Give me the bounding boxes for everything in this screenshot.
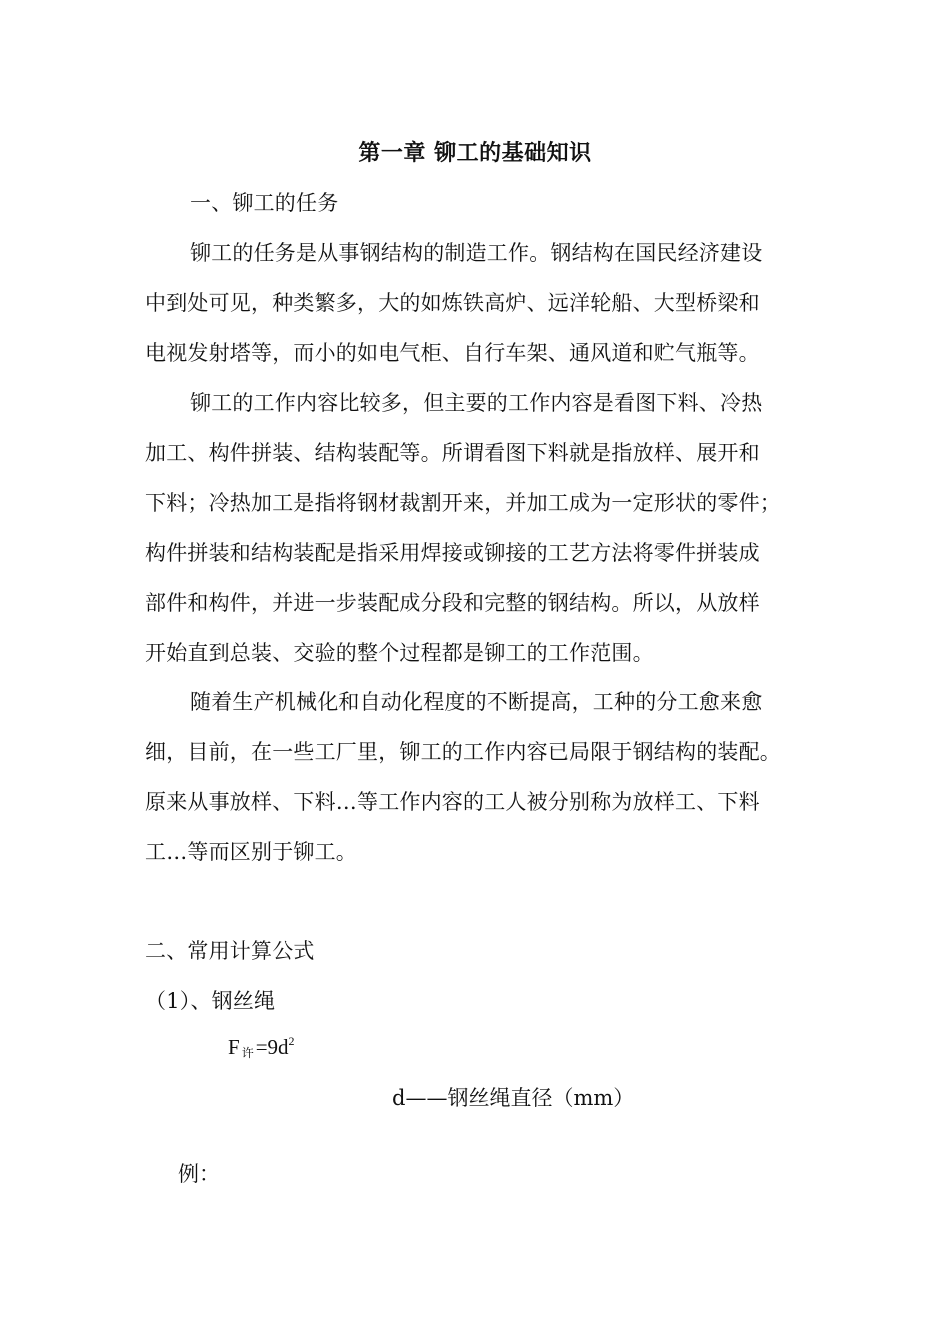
paragraph-line: 电视发射塔等，而小的如电气柜、自行车架、通风道和贮气瓶等。	[145, 341, 760, 365]
chapter-title: 第一章 铆工的基础知识	[358, 140, 592, 166]
formula-lhs: F	[228, 1035, 240, 1059]
section-heading: 一、铆工的任务	[190, 191, 339, 215]
paragraph-line: 细，目前，在一些工厂里，铆工的工作内容已局限于钢结构的装配。	[145, 740, 781, 764]
formula-variable-note: d——钢丝绳直径（mm）	[392, 1086, 635, 1110]
formula-rhs: =9d	[255, 1035, 289, 1059]
list-item-label: （1）、钢丝绳	[145, 989, 276, 1013]
paragraph-line: 中到处可见，种类繁多，大的如炼铁高炉、远洋轮船、大型桥梁和	[145, 291, 760, 315]
formula	[228, 1035, 295, 1060]
formula-subscript: 许	[241, 1046, 254, 1060]
paragraph-line: 部件和构件，并进一步装配成分段和完整的钢结构。所以，从放样	[145, 591, 760, 615]
paragraph-line: 原来从事放样、下料…等工作内容的工人被分别称为放样工、下料	[145, 790, 760, 814]
paragraph-line: 下料；冷热加工是指将钢材裁割开来，并加工成为一定形状的零件；	[145, 491, 781, 515]
paragraph-line: 铆工的工作内容比较多，但主要的工作内容是看图下料、冷热	[190, 391, 763, 415]
paragraph-line: 工…等而区别于铆工。	[145, 840, 357, 864]
paragraph-line: 开始直到总装、交验的整个过程都是铆工的工作范围。	[145, 641, 654, 665]
formula-superscript: 2	[288, 1034, 295, 1048]
paragraph-line: 铆工的任务是从事钢结构的制造工作。钢结构在国民经济建设	[190, 241, 763, 265]
paragraph-line: 构件拼装和结构装配是指采用焊接或铆接的工艺方法将零件拼装成	[145, 541, 760, 565]
paragraph-line: 随着生产机械化和自动化程度的不断提高，工种的分工愈来愈	[190, 690, 763, 714]
example-label: 例：	[178, 1162, 220, 1186]
paragraph-line: 加工、构件拼装、结构装配等。所谓看图下料就是指放样、展开和	[145, 441, 760, 465]
section-heading: 二、常用计算公式	[145, 939, 315, 963]
